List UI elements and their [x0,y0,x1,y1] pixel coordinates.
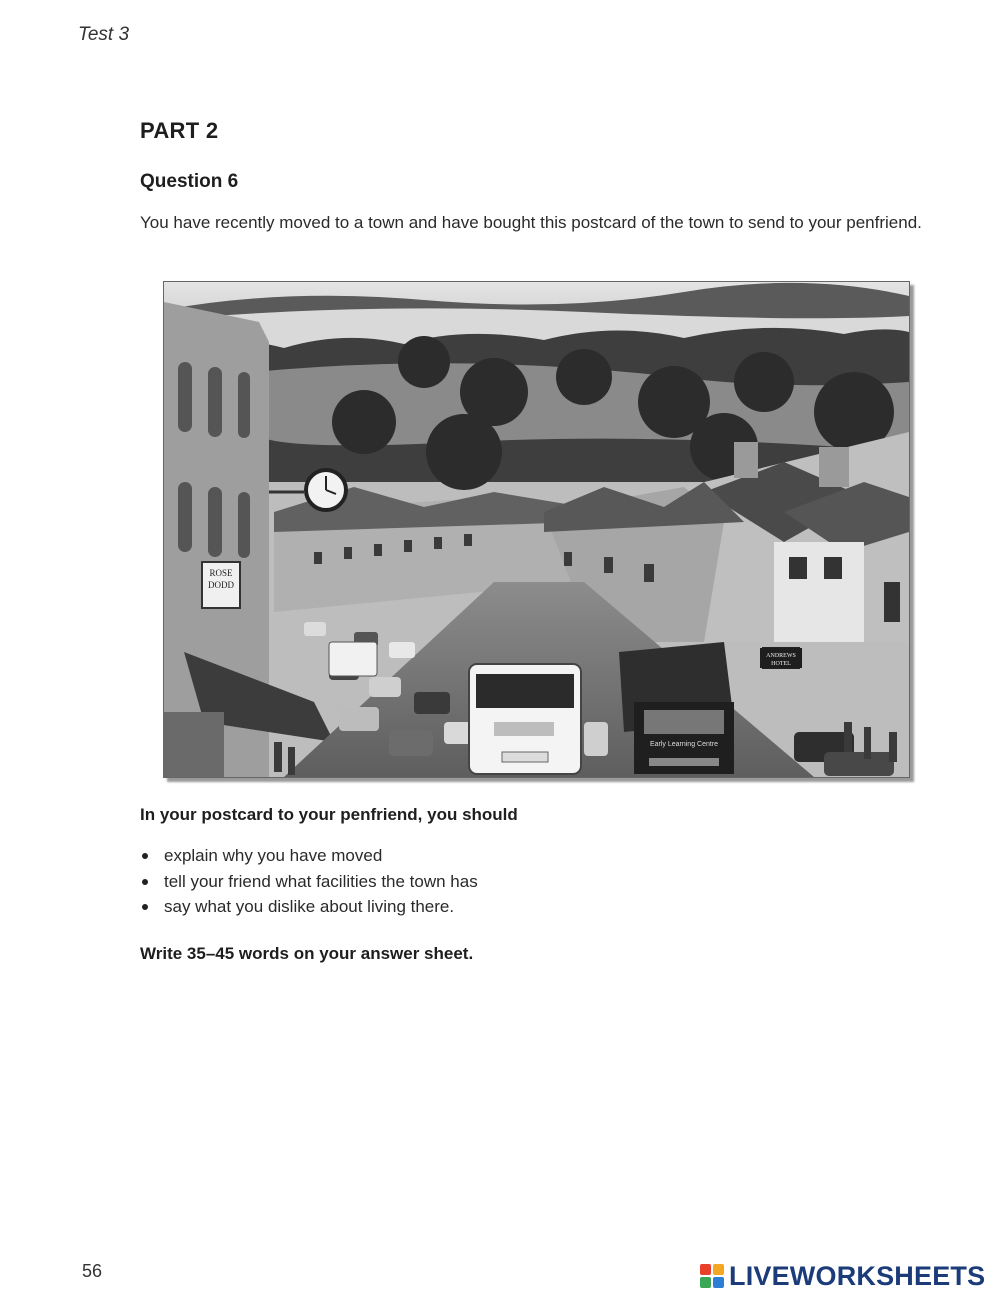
hotel-sign-line2: HOTEL [771,661,791,667]
logo-square [700,1277,711,1288]
logo-square [713,1277,724,1288]
postcard-photo [163,281,910,778]
task-bullet-list [140,843,478,920]
brand-name: LIVEWORKSHEETS [729,1260,986,1291]
bullet-icon [142,853,148,859]
lorry [619,642,734,774]
task-point-text: explain why you have moved [164,846,383,865]
white-van [329,642,377,676]
task-point-text: say what you dislike about living there. [164,897,455,916]
bullet-icon [142,904,148,910]
coach [469,664,581,774]
logo-square [713,1264,724,1275]
task-point [140,894,478,920]
hotel-sign [760,648,802,668]
task-point [140,869,478,895]
hotel-sign-line1: ANDREWS [766,653,796,659]
task-point-text: tell your friend what facilities the town has [164,871,478,891]
part-title: PART 2 [140,118,219,143]
sign-text-rose: ROSE [209,568,233,578]
question-instruction: You have recently moved to a town and have bought this postcard of the town to send to your penfriend. [140,213,922,232]
truck-text: Early Learning Centre [649,741,719,748]
rose-dodd-sign [202,562,240,608]
task-point [140,843,478,869]
running-head: Test 3 [78,24,130,45]
question-title: Question 6 [140,171,239,192]
sign-text-dodd: DODD [208,580,234,590]
word-count-instruction: Write 35–45 words on your answer sheet. [140,944,474,963]
liveworksheets-brand[interactable] [700,1259,985,1293]
page-number: 56 [82,1261,103,1281]
task-heading: In your postcard to your penfriend, you should [140,805,518,824]
bullet-icon [142,879,148,885]
liveworksheets-logo-icon [700,1264,724,1288]
town-street-illustration [164,282,909,777]
logo-square [700,1264,711,1275]
